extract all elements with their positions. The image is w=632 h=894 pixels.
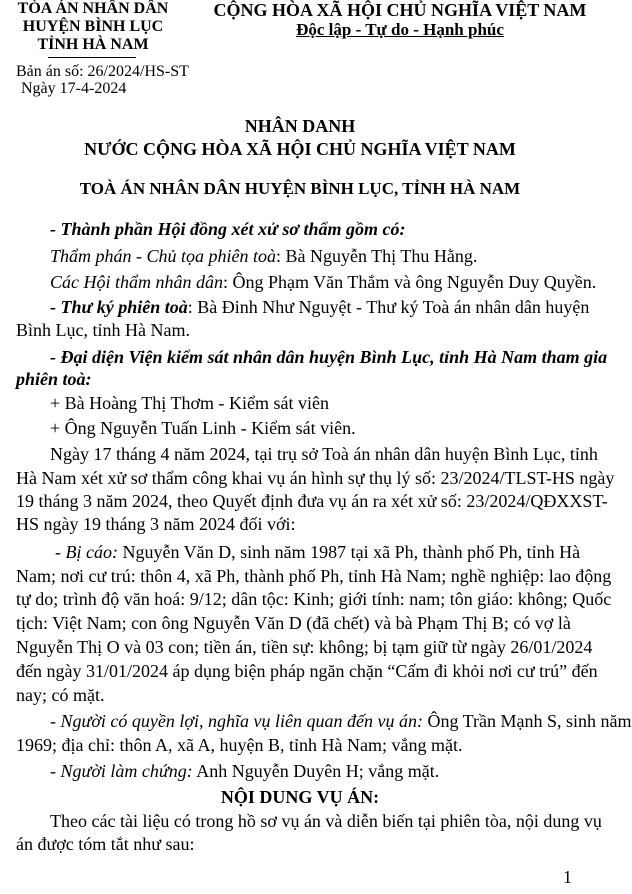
intro-line-2: Hà Nam xét xử sơ thẩm công khai vụ án hình sự thụ lý số: 23/2024/TLST-HS ngày [16,468,615,488]
clerk-line-cont: Bình Lục, tỉnh Hà Nam. [16,320,190,340]
intro-line-3: 19 tháng 3 năm 2024, theo Quyết định đưa vụ án ra xét xử số: 23/2024/QĐXXST- [16,491,608,511]
related-party-line-2: 1969; địa chỉ: thôn A, xã A, huyện B, tỉnh Hà Nam; vắng mặt. [16,735,463,755]
content-line-2: án được tóm tắt như sau: [16,834,195,854]
witness-line [50,761,439,782]
assessors-label: Các Hội thẩm nhân dân [50,272,223,292]
defendant-line-4: tịch: Việt Nam; con ông Nguyễn Văn D (đã chết) và bà Phạm Thị B; có vợ là [16,613,571,633]
court-title: TOÀ ÁN NHÂN DÂN HUYỆN BÌNH LỤC, TỈNH HÀ NAM [79,179,521,198]
judge-line [50,246,477,267]
court-name-line2: HUYỆN BÌNH LỤC [22,18,164,35]
panel-heading: - Thành phần Hội đồng xét xử sơ thẩm gồm có: [50,219,406,239]
assessors-value: : Ông Phạm Văn Thắm và ông Nguyễn Duy Quyền. [223,272,597,292]
defendant-label: - Bị cáo: [55,542,118,562]
country-name: NƯỚC CỘNG HÒA XÃ HỘI CHỦ NGHĨA VIỆT NAM [84,139,516,159]
related-party-info: Ông Trần Mạnh S, sinh năm [422,711,632,731]
court-name-line1: TÒA ÁN NHÂN DÂN [17,0,169,17]
case-content-heading: NỘI DUNG VỤ ÁN: [220,787,380,807]
clerk-label: - Thư ký phiên toà [50,297,188,317]
judgment-date: Ngày 17-4-2024 [21,80,127,97]
defendant-line-7: nay; có mặt. [16,685,105,705]
court-name-line3: TỈNH HÀ NAM [37,36,149,53]
national-motto: Độc lập - Tự do - Hạnh phúc [296,20,504,39]
clerk-value: : Bà Đinh Như Nguyệt - Thư ký Toà án nhân dân huyện [187,297,590,317]
in-the-name-of: NHÂN DANH [244,116,356,136]
defendant-info: Nguyễn Văn D, sinh năm 1987 tại xã Ph, thành phố Ph, tỉnh Hà [117,542,581,562]
procuracy-heading: - Đại diện Viện kiểm sát nhân dân huyện Bình Lục, tỉnh Hà Nam tham gia [50,347,608,367]
intro-line-1: Ngày 17 tháng 4 năm 2024, tại trụ sở Toà án nhân dân huyện Bình Lục, tỉnh [50,444,598,464]
defendant-line-6: đến ngày 31/01/2024 áp dụng biện pháp ngăn chặn “Cấm đi khỏi nơi cư trú” đến [16,661,598,681]
prosecutor-1: + Bà Hoàng Thị Thơm - Kiểm sát viên [50,393,329,413]
prosecutor-2: + Ông Nguyễn Tuấn Linh - Kiểm sát viên. [50,418,356,438]
related-party-label: - Người có quyền lợi, nghĩa vụ liên quan đến vụ án: [50,711,423,731]
judge-label: Thẩm phán - Chủ tọa phiên toà [50,246,277,266]
witness-label: - Người làm chứng: [50,761,193,781]
judge-value: : Bà Nguyễn Thị Thu Hằng. [276,246,478,266]
related-party-line-1 [50,711,632,732]
defendant-line-5: Nguyễn Thị O và 03 con; tiền án, tiền sự: không; bị tạm giữ từ ngày 26/01/2024 [16,637,593,657]
republic-name: CỘNG HÒA XÃ HỘI CHỦ NGHĨA VIỆT NAM [213,0,587,20]
defendant-line-1 [55,542,580,563]
clerk-line [50,297,589,318]
defendant-line-3: tự do; trình độ văn hoá: 9/12; dân tộc: Kinh; giới tính: nam; tôn giáo: không; Quốc [16,589,612,609]
intro-line-4: HS ngày 19 tháng 3 năm 2024 đối với: [16,514,296,534]
court-divider [48,57,136,58]
assessors-line [50,272,596,293]
case-number: Bản án số: 26/2024/HS-ST [16,63,189,80]
content-line-1: Theo các tài liệu có trong hồ sơ vụ án và diễn biến tại phiên tòa, nội dung vụ [50,811,602,831]
defendant-line-2: Nam; nơi cư trú: thôn 4, xã Ph, thành phố Ph, tỉnh Hà Nam; nghề nghiệp: lao động [16,566,612,586]
procuracy-heading-cont: phiên toà: [16,369,92,389]
witness-info: Anh Nguyễn Duyên H; vắng mặt. [192,761,440,781]
page-number: 1 [563,867,572,887]
